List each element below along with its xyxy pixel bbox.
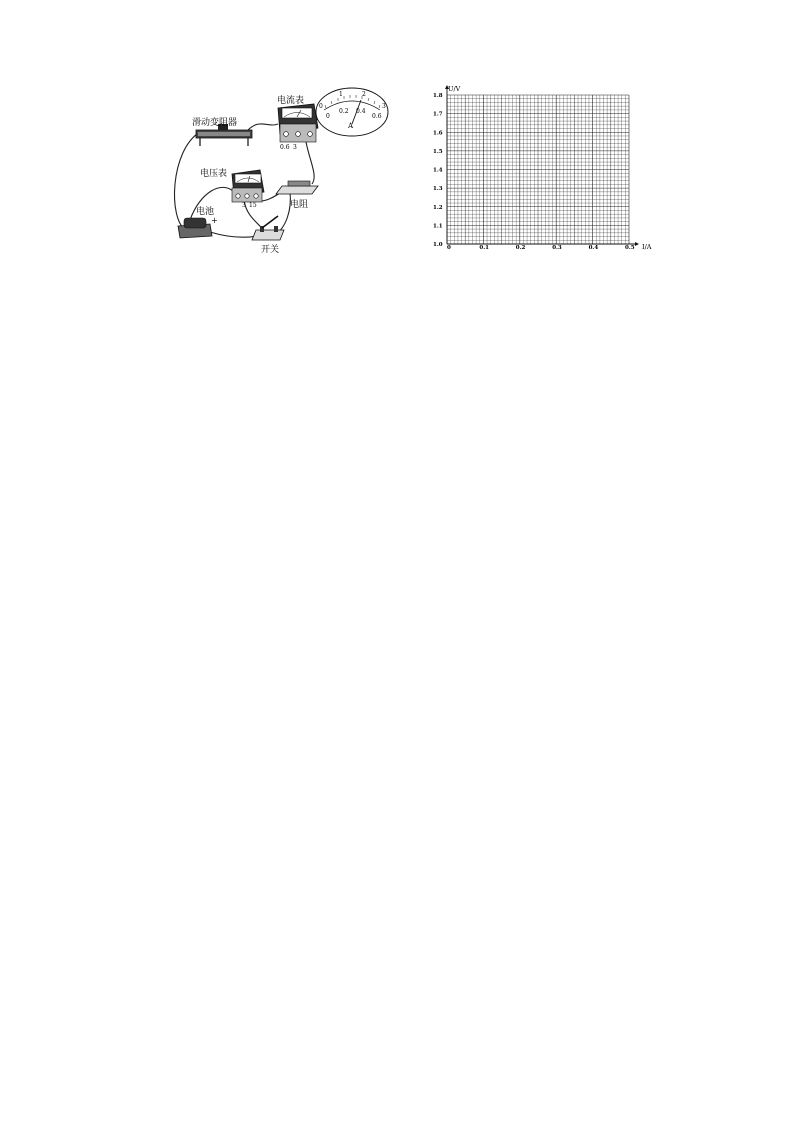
voltmeter-terminal-3: 3 bbox=[242, 202, 246, 209]
switch bbox=[252, 216, 284, 240]
y-tick-label: 1.1 bbox=[433, 223, 443, 230]
resistor-label: 电阻 bbox=[290, 200, 309, 210]
voltmeter-terminal-15: 15 bbox=[249, 202, 257, 209]
x-tick-label: 0.5 bbox=[625, 245, 635, 251]
x-tick-label: 0.4 bbox=[588, 245, 599, 251]
tick-labels bbox=[433, 93, 635, 251]
dial-major-3: 3 bbox=[382, 103, 386, 110]
x-tick-label: 0 bbox=[447, 245, 451, 251]
x-tick-label: 0.1 bbox=[479, 245, 489, 251]
dial-major-0: 0 bbox=[319, 103, 323, 110]
y-tick-label: 1.0 bbox=[433, 242, 443, 248]
y-tick-label: 1.2 bbox=[433, 204, 443, 211]
y-tick-label: 1.5 bbox=[433, 148, 443, 155]
dial-minor-0.6: 0.6 bbox=[372, 113, 382, 120]
grid-lines bbox=[447, 95, 629, 244]
dial-minor-0.4: 0.4 bbox=[356, 108, 366, 115]
x-tick-label: 0.2 bbox=[515, 245, 526, 251]
dial-minor-0: 0 bbox=[326, 113, 330, 120]
ammeter-terminal-0.6: 0.6 bbox=[280, 144, 290, 151]
y-tick-label: 1.4 bbox=[433, 167, 443, 174]
y-tick-label: 1.6 bbox=[433, 130, 443, 137]
switch-label: 开关 bbox=[261, 245, 280, 255]
wire-battery-switch bbox=[210, 232, 258, 237]
dial-minor-0.2: 0.2 bbox=[339, 108, 349, 115]
voltmeter-label: 电压表 bbox=[200, 169, 228, 179]
wire-ammeter-resistor bbox=[306, 142, 314, 184]
ammeter-label: 电流表 bbox=[277, 96, 305, 106]
x-tick-label: 0.3 bbox=[552, 245, 562, 251]
y-tick-label: 1.8 bbox=[433, 93, 443, 99]
battery bbox=[178, 218, 212, 238]
ui-graph bbox=[420, 80, 660, 260]
ammeter-terminal-3: 3 bbox=[293, 144, 297, 151]
battery-label: 电池 bbox=[196, 207, 215, 217]
rheostat-label: 滑动变阻器 bbox=[192, 118, 238, 128]
resistor bbox=[276, 181, 318, 194]
voltmeter bbox=[232, 170, 264, 202]
axes bbox=[445, 85, 639, 246]
y-tick-label: 1.3 bbox=[433, 186, 443, 193]
dial-major-2: 2 bbox=[362, 91, 366, 98]
wire-rheostat-ammeter bbox=[248, 124, 278, 130]
x-axis-arrow bbox=[635, 242, 639, 246]
dial-major-1: 1 bbox=[339, 91, 343, 98]
circuit-diagram bbox=[160, 80, 400, 260]
battery-plus: + bbox=[211, 216, 218, 225]
dial-unit: A bbox=[348, 122, 354, 130]
ammeter bbox=[278, 104, 318, 142]
y-tick-label: 1.7 bbox=[433, 111, 443, 118]
y-axis-label: U/V bbox=[448, 85, 461, 93]
x-axis-label: I/A bbox=[642, 243, 652, 251]
